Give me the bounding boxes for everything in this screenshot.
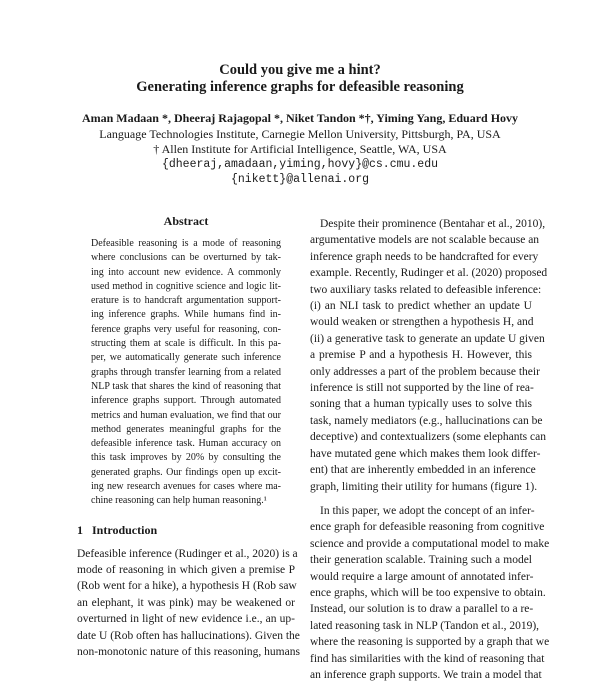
body-line: have mutated gene which makes them look differ- — [310, 447, 541, 460]
author-list: Aman Madaan *, Dheeraj Rajagopal *, Niket Tandon *†, Yiming Yang, Eduard Hovy — [81, 111, 519, 125]
body-line: ent) that are inherently embedded in an inference — [310, 464, 536, 477]
body-line: a premise P and a hypothesis H. However, this — [310, 349, 532, 362]
abstract-line: NLP task that shares the kind of reasoning that — [91, 380, 281, 392]
abstract-line: metrics and human evaluation, we find that our — [91, 409, 281, 421]
abstract-line: used method in cognitive science and logic lit- — [91, 280, 281, 292]
body-line: inference graph needs to be handcrafted for every — [310, 250, 539, 263]
affiliation-cmu: Language Technologies Institute, Carnegie Mellon University, Pittsburgh, PA, USA — [99, 127, 501, 141]
body-line: science and provide a computational model to make — [310, 537, 550, 550]
email-allen: {nikett}@allenai.org — [230, 173, 370, 186]
body-line: soning that a human typically uses to solve this — [310, 398, 532, 411]
body-line: In this paper, we adopt the concept of an infer- — [320, 504, 535, 517]
body-line: their generation scalable. Training such a model — [310, 554, 532, 567]
body-line: Instead, our solution is to draw a parallel to a re- — [310, 603, 534, 616]
intro-line: overturned in light of new evidence i.e., an up- — [77, 613, 295, 626]
intro-line: (Rob went for a hike), a hypothesis H (Rob saw — [77, 580, 297, 593]
paragraph-this-paper — [310, 503, 550, 683]
left-column — [77, 214, 300, 660]
abstract-line: where conclusions can be overturned by tak- — [91, 252, 281, 264]
body-line: graph, limiting their utility for humans (figure 1). — [310, 480, 538, 493]
paragraph-prominence — [310, 216, 548, 495]
abstract-line: ing into account new evidence. A commonly — [91, 266, 281, 278]
section-heading-introduction: 1 Introduction — [77, 522, 158, 537]
intro-line: Defeasible inference (Rudinger et al., 2020) is a — [77, 547, 298, 560]
right-column — [310, 216, 550, 683]
abstract-line: generated graphs. Our findings open up excit- — [91, 466, 281, 478]
abstract-line: ference graphs very useful for reasoning, con- — [91, 323, 281, 335]
body-line: lated reasoning task in NLP (Tandon et al., 2019), — [310, 619, 540, 632]
abstract-line: inference graphs support. Through automated — [91, 395, 281, 407]
abstract-line: Defeasible reasoning is a mode of reasoning — [91, 238, 281, 249]
body-line: ence graphs, which will be too expensive to obtain. — [310, 586, 546, 599]
paper-title-line1: Could you give me a hint? — [219, 62, 381, 78]
abstract-line: defeasible inference task. Human accuracy on — [91, 438, 281, 450]
abstract-line: per, we automatically generate such inference — [91, 352, 281, 364]
affiliation-allen: † Allen Institute for Artificial Intelligence, Seattle, WA, USA — [153, 142, 447, 156]
body-line: where the reasoning is supported by a graph that we — [310, 636, 550, 649]
body-line: would require a large amount of annotated infer- — [310, 570, 534, 583]
abstract-line: graphs through transfer learning from a related — [91, 366, 281, 378]
body-line: would weaken or strengthen a hypothesis H, and — [310, 316, 534, 329]
abstract-line: structing them at scale is difficult. In this pa- — [91, 338, 281, 350]
body-line: task, namely mediators (e.g., hallucinations can be — [310, 414, 543, 427]
intro-line: an elephant, it was pink) may be weakened or — [77, 596, 295, 609]
abstract-line: erature is to handcraft argumentation support- — [91, 295, 281, 307]
body-line: argumentative models are not scalable because an — [310, 234, 540, 247]
body-line: (ii) a generative task to generate an update U given — [310, 332, 545, 345]
body-line: (i) an NLI task to predict whether an update U — [310, 300, 532, 313]
email-cmu: {dheeraj,amadaan,yiming,hovy}@cs.cmu.edu — [161, 158, 439, 171]
abstract-line: this task improves by 20% by consulting the — [91, 452, 281, 464]
body-line: two auxiliary tasks related to defeasible inference: — [310, 283, 542, 296]
body-line: only addresses a part of the problem because their — [310, 365, 540, 378]
body-line: inference is still not supported by the line of rea- — [310, 382, 534, 395]
body-line: Despite their prominence (Bentahar et al., 2010), — [320, 218, 546, 230]
abstract-line: ing inference graphs. While humans find in- — [91, 309, 281, 321]
intro-line: date U (Rob often has hallucinations). Given the — [77, 629, 300, 642]
abstract-line: ing new research avenues for cases where ma- — [91, 481, 281, 493]
intro-line: non-monotonic nature of this reasoning, humans — [77, 646, 300, 659]
abstract-body — [77, 237, 295, 509]
intro-line: mode of reasoning in which given a premise P — [77, 564, 295, 577]
body-line: ence graph for defeasible reasoning from cognitive — [310, 521, 545, 534]
intro-body — [77, 546, 300, 661]
abstract-line: method generates meaningful graphs for the — [91, 423, 281, 435]
body-line: deceptive) and contextualizers (some elephants can — [310, 431, 546, 444]
paper-title-line2: Generating inference graphs for defeasible reasoning — [136, 79, 464, 95]
body-line: find has similarities with the kind of reasoning that — [310, 652, 545, 665]
abstract-heading: Abstract — [163, 214, 209, 228]
body-line: an inference graph supports. We train a model that — [310, 668, 542, 681]
abstract-line: chine reasoning can help human reasoning.¹ — [91, 495, 267, 507]
body-line: example. Recently, Rudinger et al. (2020) proposed — [310, 267, 548, 280]
